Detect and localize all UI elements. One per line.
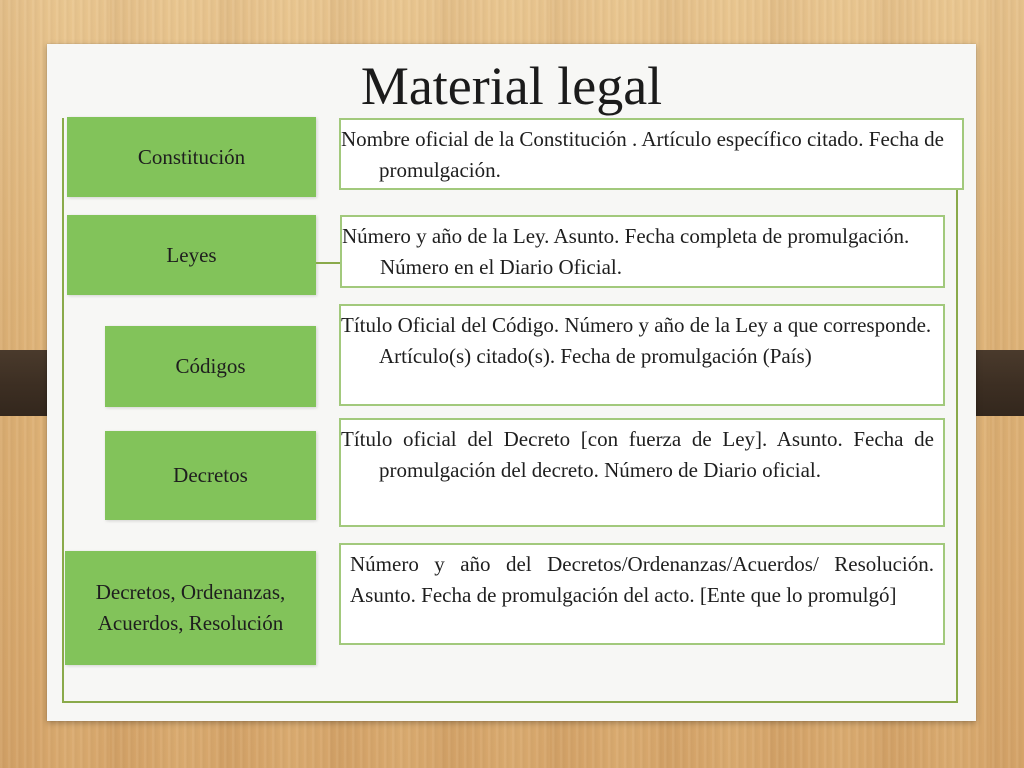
slide-title (47, 54, 976, 118)
slide-title-text: Material legal (347, 56, 676, 116)
desc-codigos: Título Oficial del Código. Número y año de la Ley a que corresponde. Artículo(s) citado(s). Fecha de promulgación (País) (339, 304, 945, 406)
label-leyes (67, 215, 316, 295)
label-decretos-ordenanzas-line1: Decretos, Ordenanzas, (95, 580, 286, 604)
desc-decretos: Título oficial del Decreto [con fuerza de Ley]. Asunto. Fecha de promulgación del decreto. Número de Diario oficial. (339, 418, 945, 527)
label-constitucion-text: Constitución (137, 144, 246, 169)
label-codigos (105, 326, 316, 407)
connector-leyes (316, 262, 342, 264)
desc-leyes: Número y año de la Ley. Asunto. Fecha completa de promulgación. Número en el Diario Oficial. (340, 215, 945, 288)
slide-paper (47, 44, 976, 721)
label-decretos-text: Decretos (173, 463, 248, 487)
label-codigos-text: Códigos (175, 354, 246, 378)
label-leyes-text: Leyes (166, 242, 217, 267)
label-decretos-ordenanzas (65, 551, 316, 665)
desc-decretos-ordenanzas: Número y año del Decretos/Ordenanzas/Acuerdos/ Resolución. Asunto. Fecha de promulgación del acto. [Ente que lo promulgó] (339, 543, 945, 645)
label-constitucion (67, 117, 316, 197)
label-decretos (105, 431, 316, 520)
label-decretos-ordenanzas-line2: Acuerdos, Resolución (97, 611, 284, 635)
desc-constitucion: Nombre oficial de la Constitución . Artículo específico citado. Fecha de promulgación. (339, 118, 964, 190)
